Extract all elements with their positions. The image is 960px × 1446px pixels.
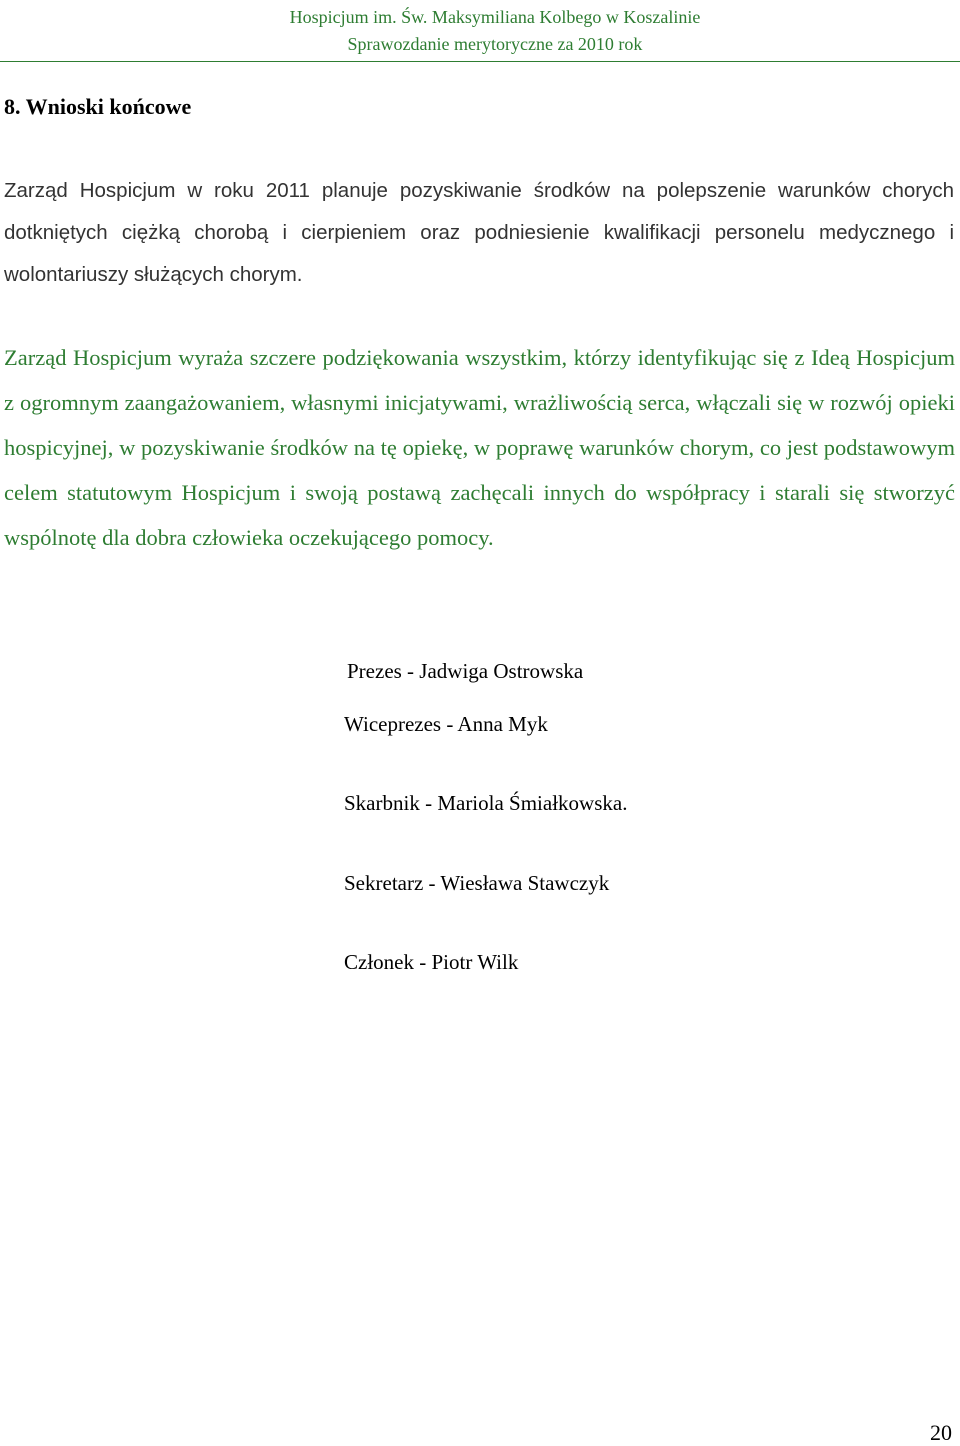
signatory-treasurer: Skarbnik - Mariola Śmiałkowska. xyxy=(344,791,628,815)
signatory-president: Prezes - Jadwiga Ostrowska xyxy=(347,659,584,683)
header-report-title: Sprawozdanie merytoryczne za 2010 rok xyxy=(347,34,643,54)
page-header xyxy=(0,4,960,58)
paragraph-thanks: Zarząd Hospicjum wyraża szczere podziękowania wszystkim, którzy identyfikując się z Ideą Hospicjum z ogromnym zaangażowaniem, własnymi inicjatywami, wrażliwością serca, włączali się w rozwój opieki hospicyjnej, w pozyskiwanie środków na tę opiekę, w poprawę warunków chorym, co jest podstawowym celem statutowym Hospicjum i swoją postawą zachęcali innych do współpracy i starali się stworzyć wspólnotę dla dobra człowieka oczekującego pomocy. xyxy=(4,345,955,550)
signatory-member: Członek - Piotr Wilk xyxy=(344,950,519,974)
paragraph-plans: Zarząd Hospicjum w roku 2011 planuje pozyskiwanie środków na polepszenie warunków chorych dotkniętych ciężką chorobą i cierpieniem oraz podniesienie kwalifikacji personelu medycznego i wolontariuszy służących chorym. xyxy=(4,179,954,286)
header-divider xyxy=(0,61,960,62)
section-title: 8. Wnioski końcowe xyxy=(4,94,192,119)
signatory-secretary: Sekretarz - Wiesława Stawczyk xyxy=(344,871,610,895)
signatory-vice-president: Wiceprezes - Anna Myk xyxy=(344,712,548,736)
header-organization: Hospicjum im. Św. Maksymiliana Kolbego w Koszalinie xyxy=(289,7,701,27)
page-number: 20 xyxy=(930,1420,952,1445)
